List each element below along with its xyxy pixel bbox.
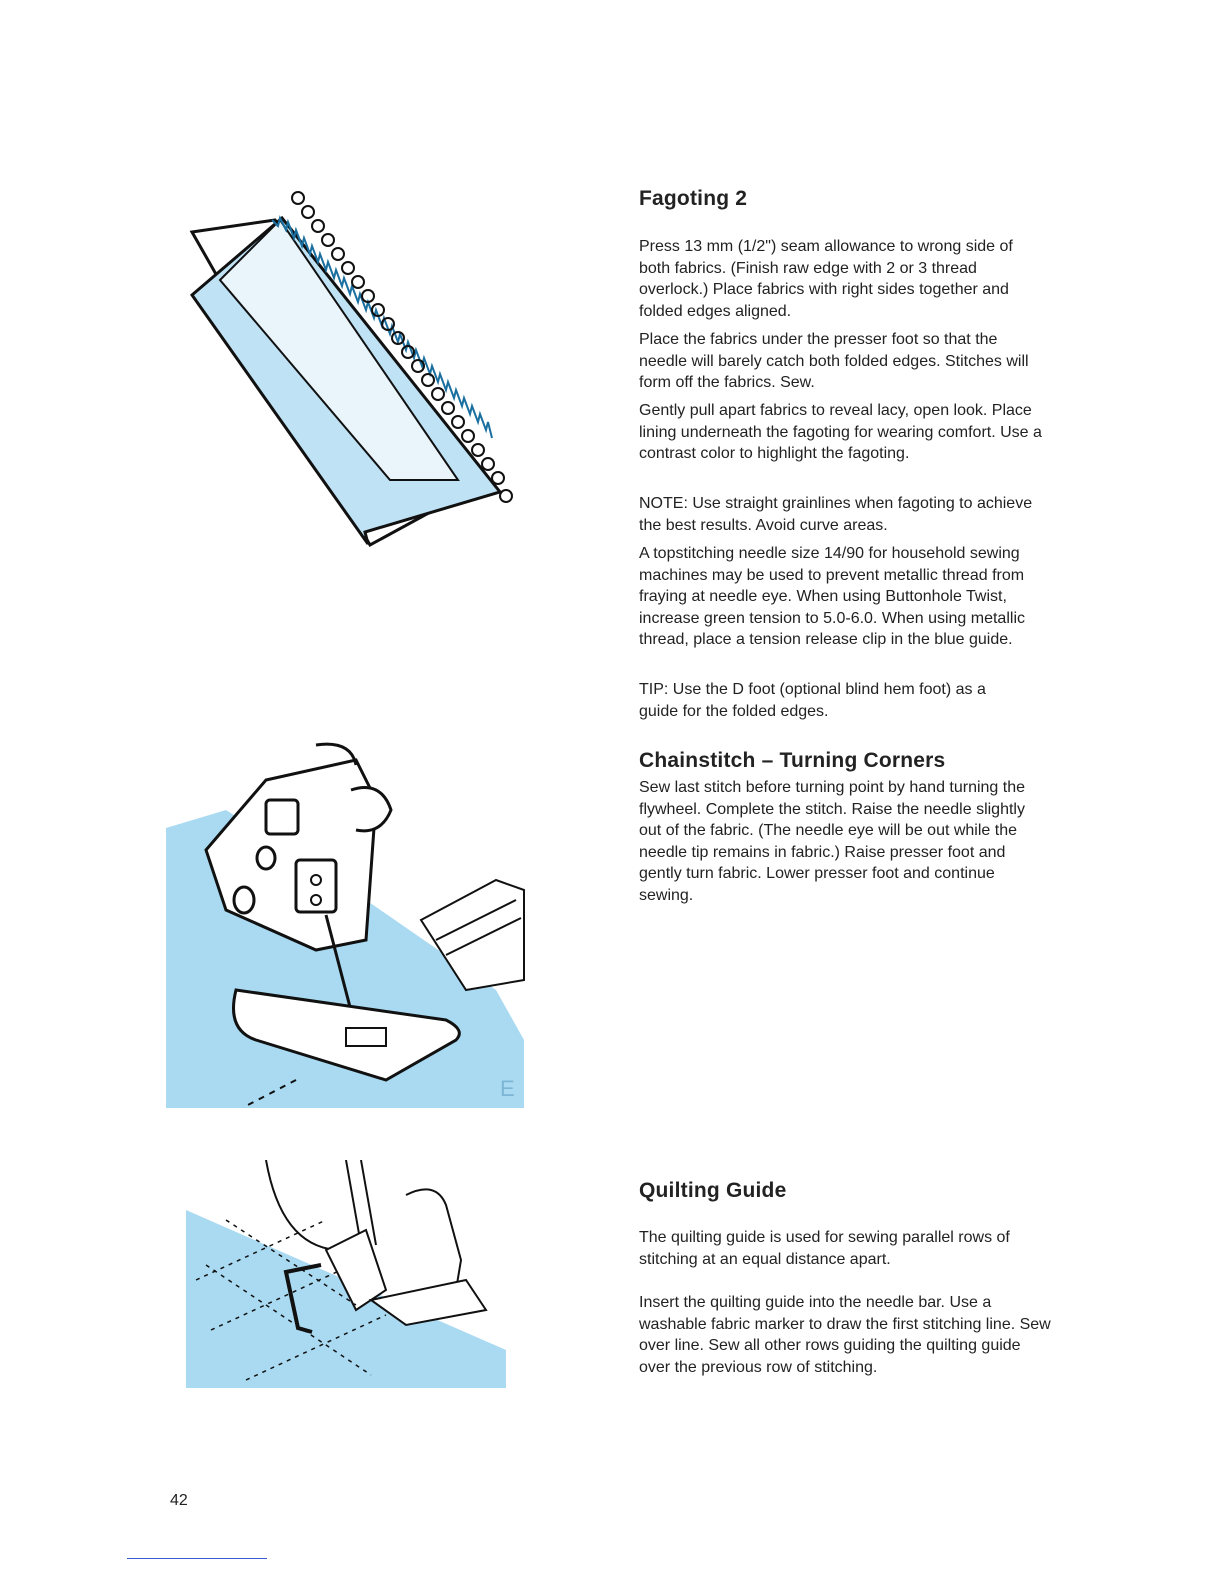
chainstitch-paragraph-1: Sew last stitch before turning point by hand turning the flywheel. Complete the stitch. Raise the needle slightly out of the fabric. (The needle eye will be out while the needle tip remains in fabric.) Raise presser foot and gently turn fabric. Lower presser foot and continue sewing. <box>639 779 1026 904</box>
presser-foot-letter: E <box>500 1076 515 1101</box>
quilting-paragraph-1: The quilting guide is used for sewing parallel rows of stitching at an equal distance apart. <box>639 1229 1010 1268</box>
fagoting-note: NOTE: Use straight grainlines when fagoting to achieve the best results. Avoid curve areas. <box>639 495 1033 534</box>
chainstitch-illustration <box>166 740 526 1108</box>
quilting-heading: Quilting Guide <box>639 1179 787 1202</box>
fagoting-heading: Fagoting 2 <box>639 187 748 210</box>
fagoting-illustration <box>180 180 540 555</box>
fagoting-paragraph-3: Gently pull apart fabrics to reveal lacy, open look. Place lining underneath the fagoting for wearing comfort. Use a contrast color to highlight the fagoting. <box>639 402 1042 462</box>
page-number: 42 <box>170 1492 188 1509</box>
fagoting-paragraph-5: A topstitching needle size 14/90 for household sewing machines may be used to prevent metallic thread from fraying at needle eye. When using Buttonhole Twist, increase green tension to 5.0-6.0. When using metallic thread, place a tension release clip in the blue guide. <box>639 545 1025 648</box>
fagoting-paragraph-1: Press 13 mm (1/2") seam allowance to wrong side of both fabrics. (Finish raw edge with 2 or 3 thread overlock.) Place fabrics with right sides together and folded edges aligned. <box>639 238 1013 320</box>
footer-rule <box>127 1558 267 1559</box>
chainstitch-heading: Chainstitch – Turning Corners <box>639 749 946 772</box>
quilting-guide-illustration <box>186 1160 508 1390</box>
fagoting-tip: TIP: Use the D foot (optional blind hem foot) as a guide for the folded edges. <box>639 681 986 720</box>
fagoting-paragraph-2: Place the fabrics under the presser foot so that the needle will barely catch both folded edges. Stitches will form off the fabrics. Sew. <box>639 331 1029 391</box>
quilting-paragraph-2: Insert the quilting guide into the needle bar. Use a washable fabric marker to draw the first stitching line. Sew over line. Sew all other rows guiding the quilting guide over the previous row of stitching. <box>639 1294 1051 1376</box>
